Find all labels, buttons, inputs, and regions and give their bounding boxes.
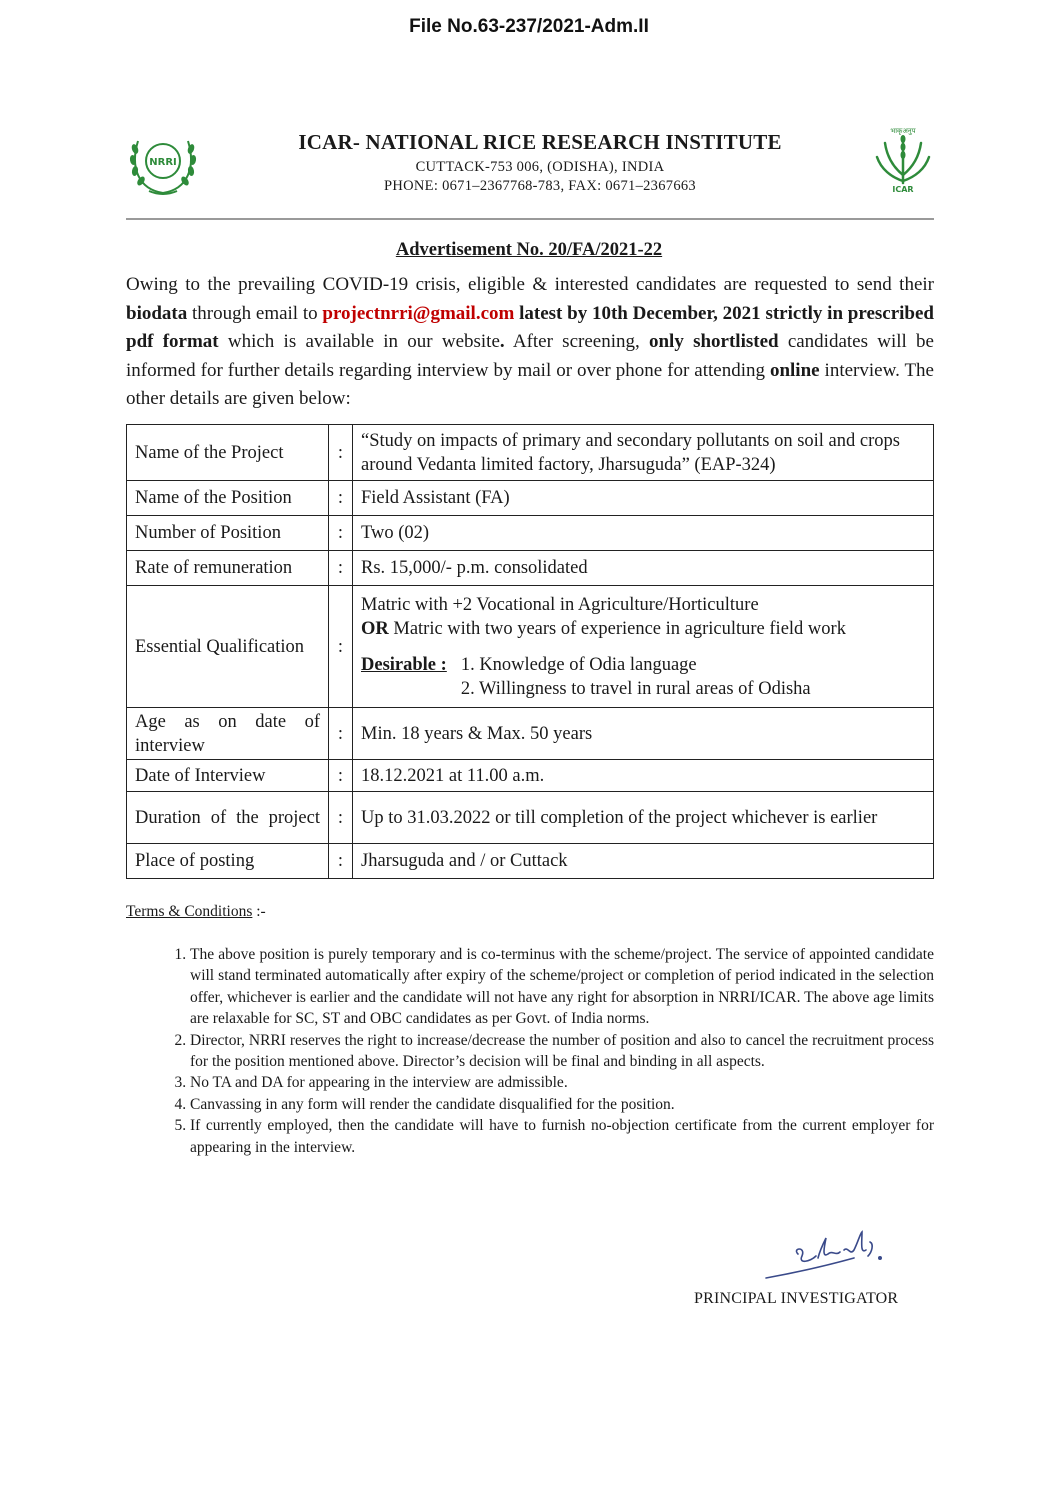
colon: : [329, 425, 353, 481]
details-table [126, 424, 934, 879]
advertisement-intro [126, 271, 934, 414]
place-label: Place of posting [127, 844, 329, 879]
institute-name: ICAR- NATIONAL RICE RESEARCH INSTITUTE [298, 130, 782, 154]
qualification-alt: Matric with two years of experience in agriculture field work [388, 618, 846, 639]
desirable-label: Desirable : [361, 654, 447, 675]
qualification-line-1: Matric with +2 Vocational in Agriculture/Horticulture [361, 594, 759, 615]
terms-item: 4. Canvassing in any form will render the candidate disqualified for the position. [190, 1094, 934, 1115]
terms-list [126, 944, 934, 1158]
remuneration-label: Rate of remuneration [127, 551, 329, 586]
number-value: Two (02) [353, 516, 934, 551]
nrri-logo [124, 127, 202, 199]
desirable-item: 2. Willingness to travel in rural areas of Odisha [460, 678, 811, 699]
letterhead [200, 130, 880, 195]
terms-item: 3. No TA and DA for appearing in the interview are admissible. [190, 1072, 934, 1093]
table-row [127, 516, 934, 551]
desirable-block [361, 653, 925, 701]
table-row [127, 844, 934, 879]
terms-item: 1. The above position is purely temporary and is co-terminus with the scheme/project. The service of appointed candidate will stand terminated automatically after expiry of the scheme/project or completion of period indicated in the selection offer, whichever is earlier and the candidate will not have any right for absorption in NRRI/ICAR. The above age limits are relaxable for SC, ST and OBC candidates as per Govt. of India norms. [190, 944, 934, 1030]
desirable-list [461, 653, 811, 701]
colon: : [329, 551, 353, 586]
table-row [127, 551, 934, 586]
age-value: Min. 18 years & Max. 50 years [353, 708, 934, 760]
terms-title-suffix: :- [252, 903, 266, 920]
intro-bold-biodata: biodata [126, 302, 188, 324]
institute-phone-fax: PHONE: 0671–2367768-783, FAX: 0671–2367663 [383, 178, 696, 194]
intro-bold-period: . [499, 331, 505, 352]
handwritten-signature [758, 1228, 898, 1288]
place-value: Jharsuguda and / or Cuttack [353, 844, 934, 879]
advertisement-title: Advertisement No. 20/FA/2021-22 [395, 240, 663, 260]
table-row [127, 586, 934, 708]
nrri-logo-text: NRRI [149, 157, 177, 168]
colon: : [329, 844, 353, 879]
intro-text: through email to [187, 302, 323, 324]
header-divider [126, 218, 934, 220]
icar-logo-text: ICAR [892, 185, 914, 193]
file-number: File No.63-237/2021-Adm.II [409, 16, 649, 37]
terms-item: 2. Director, NRRI reserves the right to increase/decrease the number of position and also to cancel the recruitment process for the position mentioned above. Director’s decision will be final and binding in all aspects. [190, 1030, 934, 1073]
project-value: “Study on impacts of primary and secondary pollutants on soil and crops around Vedanta limited factory, Jharsuguda” (EAP-324) [353, 425, 934, 481]
colon: : [329, 792, 353, 844]
colon: : [329, 708, 353, 760]
position-label: Name of the Position [127, 481, 329, 516]
colon: : [329, 516, 353, 551]
interview-label: Date of Interview [127, 760, 329, 792]
intro-bold-deadline: latest by 10th December, 2021 strictly in prescribed pdf format [126, 302, 934, 352]
age-label: Age as on date of interview [127, 708, 329, 760]
project-label: Name of the Project [127, 425, 329, 481]
colon: : [329, 481, 353, 516]
table-row [127, 481, 934, 516]
intro-bold-online: online [769, 359, 820, 381]
colon: : [329, 760, 353, 792]
terms-title: Terms & Conditions [126, 903, 253, 920]
terms-heading [126, 903, 266, 921]
duration-label: Duration of the project [127, 792, 329, 844]
icar-logo [873, 125, 933, 193]
institute-address: CUTTACK-753 006, (ODISHA), INDIA [415, 159, 665, 175]
qualification-line-2 [361, 617, 925, 641]
duration-value: Up to 31.03.2022 or till completion of the project whichever is earlier [353, 792, 934, 844]
remuneration-value: Rs. 15,000/- p.m. consolidated [353, 551, 934, 586]
qualification-label: Essential Qualification [127, 586, 329, 708]
icar-logo-hindi: भाकृअनुप [890, 127, 916, 135]
terms-item: 5. If currently employed, then the candidate will have to furnish no-objection certificate from the current employer for appearing in the interview. [190, 1115, 934, 1158]
colon: : [329, 586, 353, 708]
intro-text: which is available in our website [218, 331, 500, 352]
table-row [127, 425, 934, 481]
number-label: Number of Position [127, 516, 329, 551]
intro-text: interview. The other details are given below: [126, 359, 934, 409]
intro-text: candidates will be informed for further details regarding interview by mail or over phone for attending [126, 331, 934, 381]
contact-email: projectnrri@gmail.com [322, 302, 515, 324]
qualification-or: OR [361, 618, 389, 639]
table-row [127, 792, 934, 844]
intro-bold-shortlisted: only shortlisted [648, 331, 779, 352]
interview-value: 18.12.2021 at 11.00 a.m. [353, 760, 934, 792]
table-row [127, 708, 934, 760]
intro-text: After screening, [504, 331, 649, 352]
intro-text: Owing to the prevailing COVID-19 crisis, eligible & interested candidates are requested to send their [126, 274, 934, 295]
desirable-item: 1. Knowledge of Odia language [460, 654, 697, 675]
signatory-title: PRINCIPAL INVESTIGATOR [694, 1290, 899, 1307]
table-row [127, 760, 934, 792]
qualification-value [353, 586, 934, 708]
position-value: Field Assistant (FA) [353, 481, 934, 516]
